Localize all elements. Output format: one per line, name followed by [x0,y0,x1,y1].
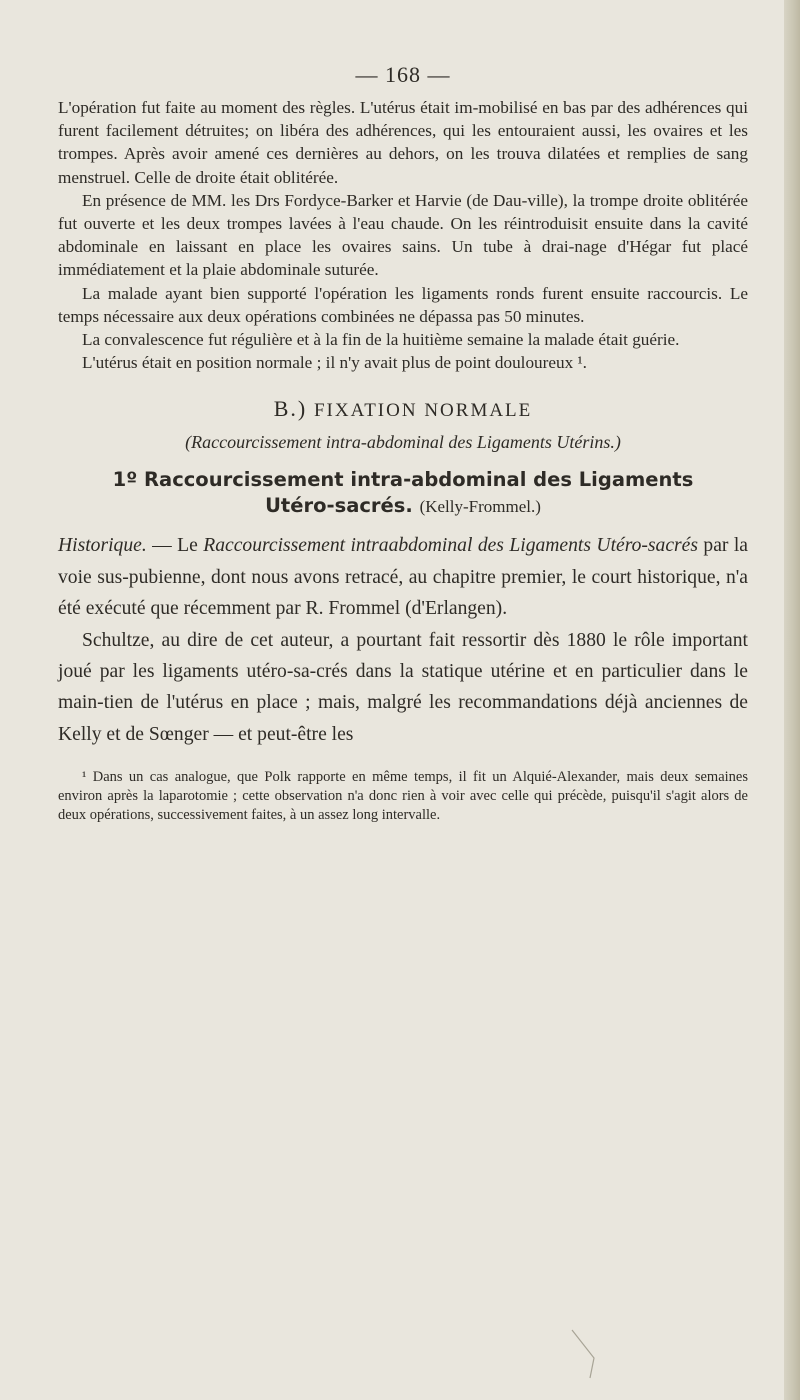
paragraph-historique [58,530,748,624]
footnote [58,768,748,825]
paragraph-operation: L'opération fut faite au moment des règles. L'utérus était im-mobilisé en bas par des adhérences qui furent facilement détruites; on libéra des adhérences, qui les entouraient aussi, les ovaires et les trompes. Après avoir amené ces dernières au dehors, on les trouva dilatées et remplies de sang menstruel. Celle de droite était oblitérée. [58,98,748,187]
opening-paragraphs [58,96,748,374]
historique-rest: par la voie sus-pubienne, dont nous avons retracé, au chapitre premier, le court historique, n'a été exécuté que récemment par R. Frommel (d'Erlangen). [58,535,748,620]
book-page [58,62,748,825]
section-heading-text: FIXATION NORMALE [313,400,533,422]
paragraph-convalescence: La convalescence fut régulière et à la fin de la huitième semaine la malade était guérie. [82,330,680,350]
historique-title-italic: Raccourcissement intraabdominal des Ligaments Utéro-sacrés [203,535,698,557]
pencil-mark-icon [570,1328,614,1380]
subsection-title [58,467,748,520]
page-number: — 168 — [355,62,451,87]
historique-dash: — Le [146,535,204,557]
footnote-text: ¹ Dans un cas analogue, que Polk rapporte en même temps, il fit un Alquié-Alexander, mais deux semaines environ après la laparotomie ; cette observation n'a donc rien à voir avec celle qui précède, puisqu'il s'agit alors de deux opérations, successivement faites, à un assez long intervalle. [58,769,748,824]
paragraph-schultze: Schultze, au dire de cet auteur, a pourtant fait ressortir dès 1880 le rôle important joué par les ligaments utéro-sa-crés dans la statique utérine et en particulier dans le main-tien de l'utérus en place ; mais, malgré les recommandations déjà anciennes de Kelly et de Sœnger — et peut-être les [58,629,748,745]
subsection-title-line2: Utéro-sacrés. [265,494,413,518]
paragraph-presence: En présence de MM. les Drs Fordyce-Barker et Harvie (de Dau-ville), la trompe droite oblitérée fut ouverte et les deux trompes lavées à l'eau chaude. On les réintroduisit ensuite dans la cavité abdominale en laissant en place les ovaires sains. Un tube à drai-nage d'Hégar fut placé immédiatement et la plaie abdominale suturée. [58,190,748,280]
section-heading [58,396,748,422]
historique-label: Historique. [58,535,147,557]
paragraph-ligaments-ronds: La malade ayant bien supporté l'opération les ligaments ronds furent ensuite raccourcis. Le temps nécessaire aux deux opérations combinées ne dépassa pas 50 minutes. [58,283,748,326]
section-subtitle: (Raccourcissement intra-abdominal des Ligaments Utérins.) [185,432,621,453]
page-edge-shadow [784,0,800,1400]
paragraph-uterus-position: L'utérus était en position normale ; il n'y avait plus de point douloureux ¹. [82,353,587,373]
subsection-authors: (Kelly-Frommel.) [419,497,541,517]
subsection-title-line1: Raccourcissement intra-abdominal des Ligaments [144,468,694,492]
section-letter: B.) [273,396,308,422]
historique-section [58,530,748,750]
subsection-number: 1º [112,468,138,492]
